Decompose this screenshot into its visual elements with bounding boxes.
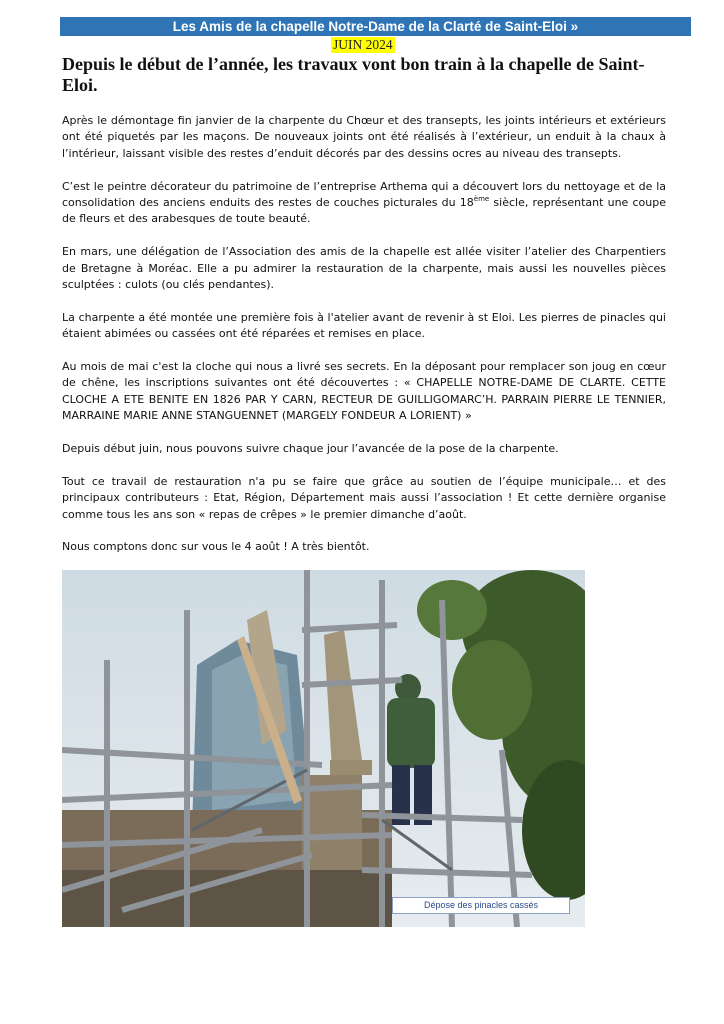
newsletter-banner: Les Amis de la chapelle Notre-Dame de la Clarté de Saint-Eloi » [60,17,691,36]
paragraph-2-text-end: siècle, représentant une coupe de fleurs et des arabesques de toute beauté. [62,196,667,226]
issue-date: JUIN 2024 [333,37,393,52]
paragraph-3: En mars, une délégation de l’Association des amis de la chapelle est allée visiter l’atelier des Charpentiers de Bretagne à Moréac. Elle a pu admirer la restauration de la charpente, mais aussi les nouvelles pièces sculptées : culots (ou clés pendantes). [62,245,666,292]
paragraph-7: Tout ce travail de restauration n'a pu se faire que grâce au soutien de l’équipe municipale… et des principaux contributeurs : Etat, Région, Département mais aussi l’association ! Et cette dernière organise comme tous les ans son « repas de crêpes » le premier dimanche d’août. [62,474,666,521]
paragraph-4: La charpente a été montée une première fois à l'atelier avant de revenir à st Eloi. Les pierres de pinacles qui étaient abimées ou cassées ont été réparées et remises en place. [62,310,666,341]
scaffolding-illustration [62,570,585,927]
article-title: Depuis le début de l’année, les travaux vont bon train à la chapelle de Saint-Eloi. [62,54,645,95]
article-body [62,113,666,572]
century-superscript: ème [473,195,490,204]
paragraph-2 [62,179,666,228]
photo-caption: Dépose des pinacles cassés [392,897,570,914]
paragraph-5: Au mois de mai c'est la cloche qui nous a livré ses secrets. En la déposant pour remplacer son joug en cœur de chêne, les inscriptions suivantes ont été découvertes : « CHAPELLE NOTRE-DAME DE CLARTE. CETTE CLOCHE A ETE BENITE EN 1826 PAR Y CARN, RECTEUR DE GUILLIGOMARC’H. PARRAIN PIERRE LE TENNIER, MARRAINE MARIE ANNE STANGUENNET (MARGELY FONDEUR A LORIENT) » [62,360,666,423]
paragraph-6: Depuis début juin, nous pouvons suivre chaque jour l’avancée de la pose de la charpente. [62,442,559,456]
paragraph-8: Nous comptons donc sur vous le 4 août ! A très bientôt. [62,540,370,554]
paragraph-2-text-start: C’est le peintre décorateur du patrimoine de l’entreprise Arthema qui a découvert lors du nettoyage et de la consolidation des anciens enduits des restes de couches picturales du 18 [62,179,666,210]
paragraph-1: Après le démontage fin janvier de la charpente du Chœur et des transepts, les joints intérieurs et extérieurs ont été piquetés par les maçons. De nouveaux joints ont été réalisés à l’extérieur, un enduit à la chaux à l’intérieur, laissant visible des restes d’enduit décorés par des dessins ocres au niveau des transepts. [62,114,666,160]
scaffolding-photo [62,570,585,927]
